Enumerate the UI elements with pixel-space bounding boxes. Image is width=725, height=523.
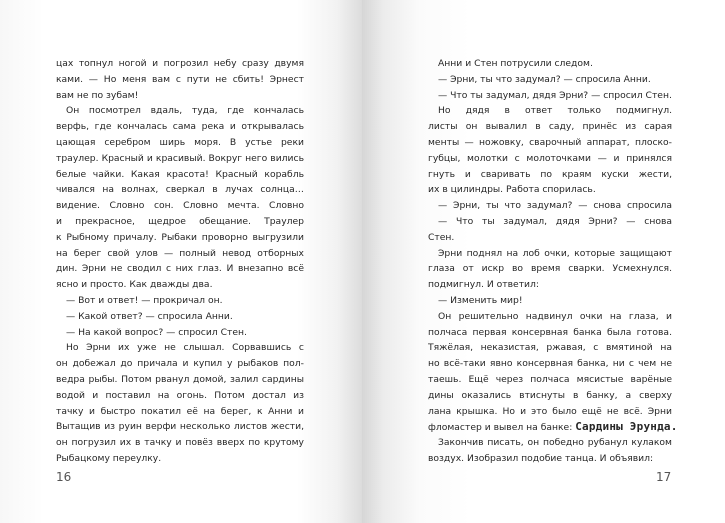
right-page-text bbox=[428, 56, 678, 467]
text-line-content: к Рыбному причалу. Рыбаки проворно выгрузили bbox=[56, 231, 304, 243]
left-page bbox=[0, 0, 362, 523]
text-line bbox=[428, 404, 672, 420]
text-line-content: листы он вывалил в саду, принёс из сарая bbox=[428, 121, 672, 133]
text-line-content: дины оказались втиснуты в банку, а сверху bbox=[428, 389, 672, 401]
text-line bbox=[56, 388, 304, 404]
text-line-content: на берег свой улов — полный невод отборных bbox=[56, 247, 304, 259]
text-line bbox=[56, 404, 304, 420]
text-line-content: чивался на волнах, сверкал в лучах солнца… bbox=[56, 184, 304, 196]
text-line-content: глаза от искр во время сварки. Усмехнулся. bbox=[428, 263, 672, 275]
text-line-content: — На какой вопрос? — спросил Стен. bbox=[66, 326, 247, 338]
text-line bbox=[56, 325, 304, 341]
text-line bbox=[428, 72, 672, 88]
text-line bbox=[428, 167, 672, 183]
text-line bbox=[56, 88, 304, 104]
text-line-content: Эрни поднял на лоб очки, которые защищают bbox=[438, 247, 672, 259]
text-line-content: белые чайки. Какая красота! Красный корабль bbox=[56, 168, 304, 180]
text-line-content: гнуть и сваривать по краям куски жести, bbox=[428, 168, 672, 180]
text-line-content: — Эрни, ты что задумал? — снова спросила bbox=[438, 200, 672, 212]
text-line-content: вам не по зубам! bbox=[56, 89, 139, 101]
text-line-content: он погрузил их в тачку и повёз вверх по крутому bbox=[56, 437, 304, 449]
left-page-text bbox=[56, 56, 304, 467]
text-line bbox=[56, 198, 304, 214]
text-line bbox=[56, 119, 304, 135]
text-line bbox=[56, 167, 304, 183]
text-line bbox=[56, 56, 304, 72]
text-line-content: воздух. Изобразил подобие танца. И объявил: bbox=[428, 452, 654, 464]
text-line bbox=[56, 451, 304, 467]
text-line-content: — Вот и ответ! — прокричал он. bbox=[66, 294, 223, 306]
text-line bbox=[428, 246, 672, 262]
text-line-content: Он решительно надвинул очки на глаза, и bbox=[438, 310, 672, 322]
text-line bbox=[56, 246, 304, 262]
text-line bbox=[428, 356, 672, 372]
text-line bbox=[56, 230, 304, 246]
text-line bbox=[428, 388, 672, 404]
text-line-content: — Что ты задумал, дядя Эрни? — спросил Стен. bbox=[438, 89, 672, 101]
text-line-content: траулер. Красный и красивый. Вокруг него вились bbox=[56, 152, 304, 164]
text-line bbox=[56, 309, 304, 325]
text-line bbox=[56, 214, 304, 230]
text-line bbox=[56, 261, 304, 277]
text-line bbox=[428, 340, 672, 356]
text-line-content: и прекрасное, щедрое обещание. Траулер bbox=[56, 215, 304, 227]
text-line-content: Но Эрни их уже не слышал. Сорвавшись с bbox=[66, 342, 304, 354]
text-line-content: цах топнул ногой и погрозил небу сразу двумя bbox=[56, 58, 304, 69]
text-line bbox=[428, 214, 672, 230]
text-line-content: таешь. Ещё через полчаса мясистые варёные bbox=[428, 373, 672, 385]
text-line-content: но всё-таки явно консервная банка, ни с чем не bbox=[428, 358, 672, 370]
text-line-content: верфь, где кончалась сама река и открывалась bbox=[56, 121, 304, 133]
text-line bbox=[428, 135, 672, 151]
text-line-content: дин. Эрни не сводил с них глаз. И внезапно всё bbox=[56, 263, 304, 275]
text-line-content: фломастер и вывел на банке: bbox=[428, 422, 573, 434]
text-line-content: менты — ножовку, сварочный аппарат, плоско- bbox=[428, 136, 672, 148]
text-line-content: тачку и быстро покатил её на берег, к Анни и bbox=[56, 405, 304, 417]
text-line-content: видение. Словно сон. Словно мечта. Словно bbox=[56, 200, 304, 212]
text-line-content: их в цилиндры. Работа спорилась. bbox=[428, 184, 596, 196]
text-line-content: Он посмотрел вдаль, туда, где кончалась bbox=[66, 105, 304, 117]
text-line bbox=[56, 151, 304, 167]
text-line-content: Стен. bbox=[428, 231, 455, 243]
text-line-content: — Что ты задумал, дядя Эрни? — снова bbox=[438, 215, 672, 227]
text-line bbox=[56, 372, 304, 388]
text-line-content: ками. — Но меня вам с пути не сбить! Эрнест bbox=[56, 73, 304, 85]
text-line bbox=[56, 135, 304, 151]
text-line bbox=[56, 182, 304, 198]
text-line bbox=[428, 451, 672, 467]
text-line bbox=[428, 309, 672, 325]
handwritten-label: Сардины Эрунда. bbox=[575, 420, 678, 434]
text-line-content: Анни и Стен потрусили следом. bbox=[438, 58, 593, 69]
text-line-content: губцы, молотки с молоточками — и принялся bbox=[428, 152, 672, 164]
text-line bbox=[428, 182, 672, 198]
text-line-content: полчаса первая консервная банка была готова. bbox=[428, 326, 672, 338]
text-line bbox=[428, 293, 672, 309]
text-line-content: водой и поставил на огонь. Потом достал из bbox=[56, 389, 304, 401]
text-line bbox=[428, 88, 672, 104]
text-line bbox=[428, 325, 672, 341]
text-line bbox=[428, 230, 672, 246]
text-line bbox=[428, 119, 672, 135]
text-line-content: Но дядя в ответ только подмигнул. bbox=[438, 105, 672, 117]
text-line bbox=[56, 356, 304, 372]
text-line-content: Тяжёлая, неказистая, ржавая, с вмятиной на bbox=[428, 342, 672, 354]
text-line-content: цающая серебром ширь моря. В устье реки bbox=[56, 136, 304, 148]
text-line bbox=[428, 198, 672, 214]
text-line bbox=[428, 151, 672, 167]
left-page-number: 16 bbox=[56, 470, 72, 484]
text-line bbox=[56, 72, 304, 88]
text-line-content: Вытащив из руин верфи несколько листов жести, bbox=[56, 421, 304, 433]
text-line bbox=[56, 277, 304, 293]
text-line-content: он добежал до причала и купил у рыбаков пол- bbox=[56, 358, 304, 370]
text-line-content: — Эрни, ты что задумал? — спросила Анни. bbox=[438, 73, 651, 85]
text-line bbox=[56, 340, 304, 356]
text-line bbox=[428, 277, 672, 293]
text-line-content: Закончив писать, он победно рубанул кулаком bbox=[438, 437, 672, 449]
text-line bbox=[56, 293, 304, 309]
text-line bbox=[428, 56, 672, 72]
text-line bbox=[428, 372, 672, 388]
text-line-content: ясно и просто. Как дважды два. bbox=[56, 279, 213, 291]
text-line bbox=[56, 419, 304, 435]
text-line-content: Рыбацкому переулку. bbox=[56, 452, 162, 464]
right-page-number: 17 bbox=[656, 470, 672, 484]
text-line-content: — Какой ответ? — спросила Анни. bbox=[66, 310, 233, 322]
text-line-content: — Изменить мир! bbox=[438, 294, 523, 306]
right-page bbox=[362, 0, 725, 523]
text-line bbox=[56, 103, 304, 119]
text-line bbox=[428, 419, 678, 435]
text-line-content: лана крышка. Но и это было ещё не всё. Эрни bbox=[428, 405, 672, 417]
text-line bbox=[428, 261, 672, 277]
text-line bbox=[428, 103, 672, 119]
text-line-content: подмигнул. И ответил: bbox=[428, 279, 539, 291]
text-line bbox=[428, 435, 672, 451]
text-line bbox=[56, 435, 304, 451]
text-line-content: ведра рыбы. Потом рванул домой, залил сардины bbox=[56, 373, 304, 385]
